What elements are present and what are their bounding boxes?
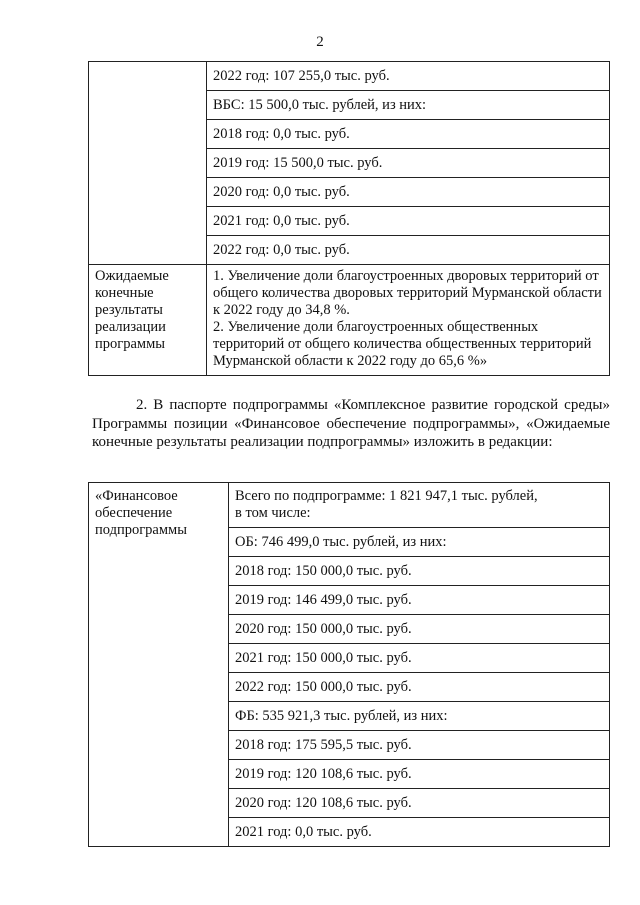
amendment-paragraph: 2. В паспорте подпрограммы «Комплексное развитие городской среды» Программы позиции «Финансовое обеспечение подпрограммы», «Ожидаемые конечные результаты реализации подпрограммы» изложить в редакции: [92,397,610,450]
table-cell: 2020 год: 0,0 тыс. руб. [207,178,610,207]
table-cell: 2018 год: 150 000,0 тыс. руб. [229,557,610,586]
table-cell: ФБ: 535 921,3 тыс. рублей, из них: [229,702,610,731]
result-item-2: 2. Увеличение доли благоустроенных общественных территорий от общего количества общественных территорий Мурманской области к 2022 году до 65,6 %» [213,319,592,369]
table-cell: 2021 год: 150 000,0 тыс. руб. [229,644,610,673]
table-cell: 2022 год: 107 255,0 тыс. руб. [207,62,610,91]
table-cell: 2018 год: 175 595,5 тыс. руб. [229,731,610,760]
table-row [89,483,610,528]
table-cell: ВБС: 15 500,0 тыс. рублей, из них: [207,91,610,120]
table-cell: 2020 год: 120 108,6 тыс. руб. [229,789,610,818]
table-cell: 2021 год: 0,0 тыс. руб. [207,207,610,236]
expected-results-label: Ожидаемые конечные результаты реализации программы [89,265,207,376]
expected-results-row [89,265,610,376]
table-cell: 2020 год: 150 000,0 тыс. руб. [229,615,610,644]
table-cell: 2018 год: 0,0 тыс. руб. [207,120,610,149]
table-cell: 2022 год: 0,0 тыс. руб. [207,236,610,265]
expected-results-text [207,265,610,376]
financing-table-continued [88,61,610,376]
total-cell: Всего по подпрограмме: 1 821 947,1 тыс. рублей, в том числе: [229,483,610,528]
subprogram-financing-table [88,482,610,847]
table-cell: 2019 год: 15 500,0 тыс. руб. [207,149,610,178]
table-cell: 2019 год: 146 499,0 тыс. руб. [229,586,610,615]
table-cell: 2022 год: 150 000,0 тыс. руб. [229,673,610,702]
table-cell: ОБ: 746 499,0 тыс. рублей, из них: [229,528,610,557]
empty-label-cell [89,62,207,265]
financing-label: «Финансовое обеспечение подпрограммы [89,483,229,847]
table-cell: 2019 год: 120 108,6 тыс. руб. [229,760,610,789]
result-item-1: 1. Увеличение доли благоустроенных дворовых территорий от общего количества дворовых территорий Мурманской области к 2022 году до 34,8 %. [213,268,602,318]
table-row [89,62,610,91]
page-number: 2 [316,34,324,50]
table-cell: 2021 год: 0,0 тыс. руб. [229,818,610,847]
